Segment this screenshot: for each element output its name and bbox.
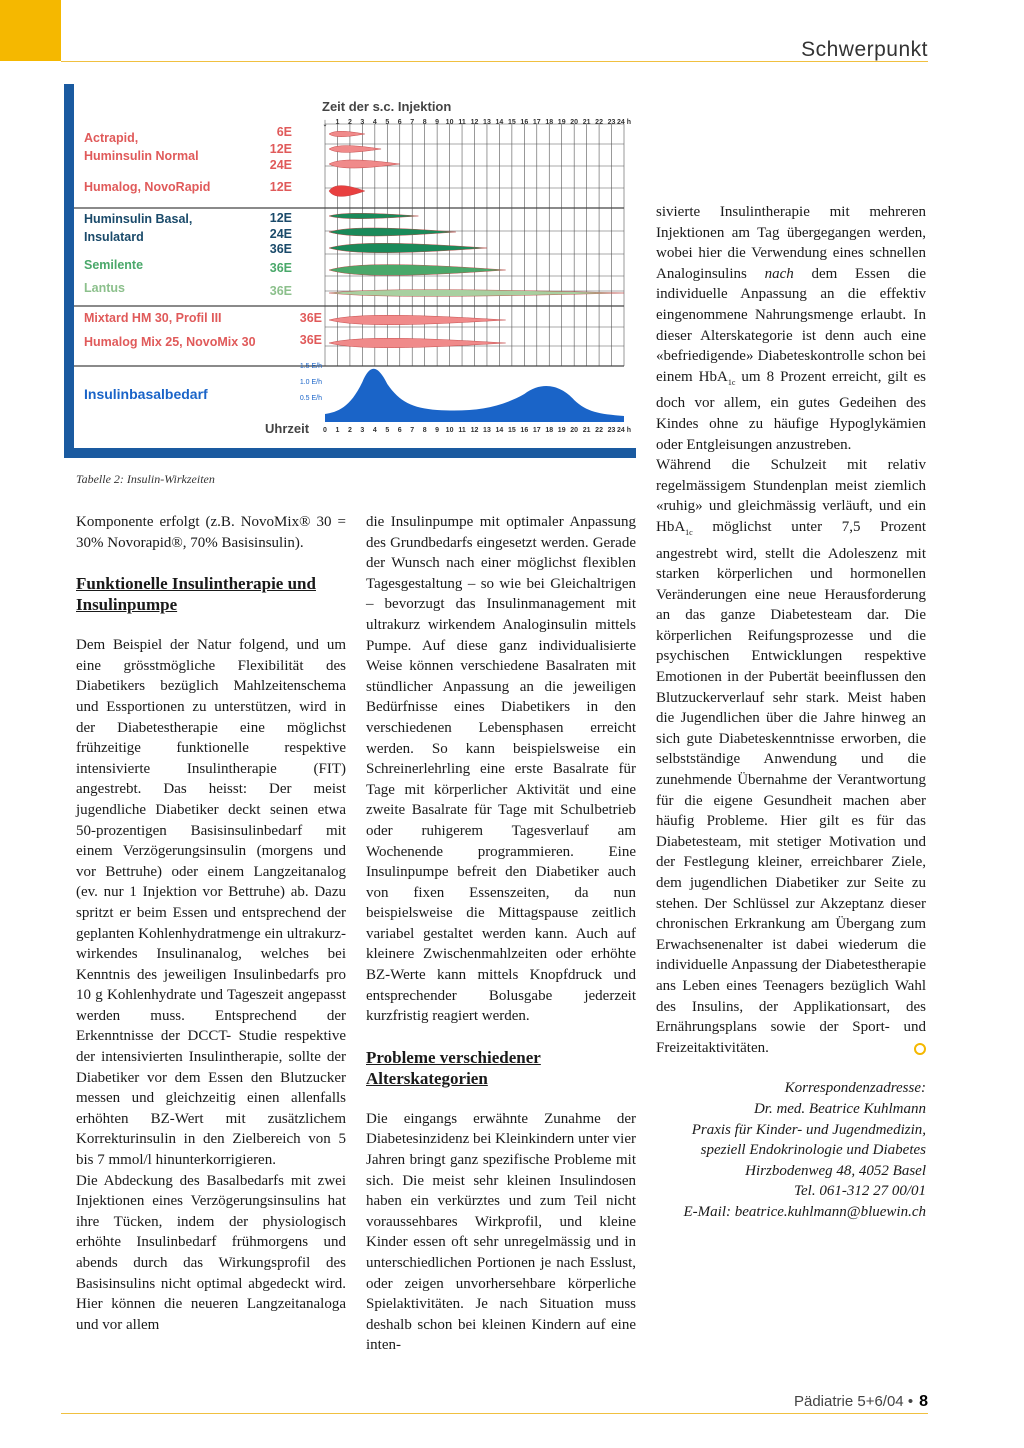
hour-tick: 2	[347, 427, 352, 434]
hour-tick: 18	[545, 427, 554, 434]
bullet: •	[907, 1393, 914, 1410]
basal-scale-label: 1.5 E/h	[299, 363, 322, 370]
figure-caption: Tabelle 2: Insulin-Wirkzeiten	[76, 472, 215, 486]
hour-tick: 1	[335, 119, 340, 126]
hour-tick: 9	[435, 427, 440, 434]
hour-tick: 22	[595, 427, 603, 434]
text-column-3	[656, 202, 926, 1223]
hour-tick: 3	[360, 427, 365, 434]
hour-tick: 17	[532, 427, 541, 434]
hour-tick: 4	[372, 119, 377, 126]
dose-label: 36E	[299, 311, 322, 325]
footer	[794, 1393, 928, 1411]
chart-top-title: Zeit der s.c. Injektion	[322, 99, 452, 114]
dose-label: 24E	[269, 158, 292, 172]
hour-tick: 13	[483, 427, 491, 434]
dose-label: 12E	[269, 142, 292, 156]
hour-tick: 9	[435, 119, 440, 126]
hour-tick: 7	[410, 427, 415, 434]
hour-tick: 22	[595, 119, 603, 126]
hour-tick: 3	[360, 119, 365, 126]
paragraph: sivierte Insulintherapie mit mehreren Injektionen am Tag übergegangen werden, wobei hier die Verwendung eines schnellen Analoginsulins nach dem Essen die individuelle Anpassung an die effektiv eingenommene Nahrungsmenge erlaubt. In dieser Alterskategorie ist denn auch eine «befriedigende» Diabeteskontrolle schon bei einem HbA$_{1c}$ um 8 Prozent erreicht, gilt es doch vor allem, ein gutes Gedeihen des Kindes ohne zu häufige Hypoglykämien oder Entgleisungen anzustreben.	[656, 204, 927, 453]
row-label: Humalog, NovoRapid	[84, 180, 211, 194]
row-label: Huminsulin Normal	[84, 149, 199, 163]
row-label: Lantus	[84, 281, 125, 295]
dose-label: 6E	[276, 125, 292, 139]
hour-tick: 16	[520, 119, 529, 126]
hour-tick: 12	[470, 427, 479, 434]
row-label: Semilente	[84, 258, 144, 272]
paragraph: Dem Beispiel der Natur folgend, und um eine grösstmögliche Flexibilität des Diabetikers bezüglich Mahlzeitenschema und Essportionen zu unterstützen, wird in der Diabetestherapie eine möglichst frühzeitige funktionelle respektive intensivierte Insulintherapie (FIT) angestrebt. Das heisst: Der meist jugendliche Diabetiker deckt seinen etwa 50-prozentigen Basisinsulinbedarf mit einem Verzögerungsinsulin (morgens und vor Bettruhe) oder einem Langzeitanalog (ev. nur 1 Injektion vor Bettruhe) ab. Dazu spritzt er beim Essen und entsprechend der geplanten Kohlenhydratmenge ein ultrakurz-wirkendes Insulinanalog, welches bei Kenntnis des jeweiligen Insulinbedarfs pro 10 g Kohlenhydrate und Tageszeit angepasst werden muss. Entsprechend der Erkenntnisse der DCCT- Studie respektive der intensivierten Insulintherapie, sollte der Diabetiker vor dem Essen den Blutzucker messen und gleichzeitig einen allenfalls erhöhten BZ-Wert mit zusätzlichem Korrekturinsulin in den Zielbereich von 5 bis 7 mmol/l hinunterkorrigieren.	[76, 637, 346, 1169]
hour-tick: 19	[557, 119, 566, 126]
hour-tick: 14	[495, 119, 504, 126]
hour-tick: 8	[422, 119, 427, 126]
journal-issue: Pädiatrie 5+6/04	[793, 1393, 904, 1410]
hour-tick: 19	[557, 427, 566, 434]
hour-tick: 21	[582, 427, 591, 434]
hour-tick: 1	[335, 427, 340, 434]
hour-tick: 20	[570, 427, 579, 434]
paragraph: Komponente erfolgt (z.B. NovoMix® 30 = 30% Novorapid®, 70% Basisinsulin).	[76, 514, 346, 551]
hour-tick: 23	[607, 119, 616, 126]
row-label: Humalog Mix 25, NovoMix 30	[84, 335, 256, 349]
paragraph: Die Abdeckung des Basalbedarfs mit zwei Injektionen eines Verzögerungsinsulins hat ihre Tücken, indem der physiologisch erhöhte Insulinbedarf frühmorgens und abends durch das Wirkungsprofil des Basisinsulins nicht optimal abgedeckt wird. Hier können die neueren Langzeitanaloga und vor allem	[76, 1172, 346, 1333]
hour-tick: 2	[347, 119, 352, 126]
end-mark-icon	[914, 1043, 926, 1055]
row-label: Mixtard HM 30, Profil III	[84, 311, 222, 325]
basal-scale-label: 1.0 E/h	[299, 379, 322, 386]
header-rule	[61, 61, 928, 62]
basal-scale-label: 0.5 E/h	[299, 395, 322, 402]
dose-label: 36E	[269, 261, 292, 275]
section-title: Schwerpunkt	[801, 38, 928, 61]
hour-tick: 17	[532, 119, 541, 126]
corner-accent	[0, 0, 61, 61]
hour-tick: 15	[507, 119, 516, 126]
hour-tick: 10	[445, 119, 454, 126]
arrow-icon: ↓	[322, 117, 328, 129]
hour-tick: 21	[582, 119, 591, 126]
hour-tick: 6	[397, 119, 402, 126]
hour-tick: 5	[385, 427, 390, 434]
insulin-chart	[64, 84, 636, 458]
dose-label: 36E	[299, 333, 322, 347]
hour-tick: 16	[520, 427, 529, 434]
text-column-2	[366, 512, 636, 1356]
section-heading: Funktionelle Insulintherapie und Insulinpumpe	[76, 574, 316, 615]
row-label: Huminsulin Basal,	[84, 212, 193, 226]
hour-tick: 14	[495, 427, 504, 434]
chart-bottom-label: Uhrzeit	[265, 421, 310, 436]
correspondence-address: Korrespondenzadresse: Dr. med. Beatrice Kuhlmann Praxis für Kinder- und Jugendmedizin, speziell Endokrinologie und Diabetes Hirzbodenweg 48, 4052 Basel Tel. 061-312 27 00/01 E-Mail: beatrice.kuhlmann@bluewin.ch	[683, 1080, 926, 1220]
hour-tick: 24 h	[616, 427, 632, 434]
hour-tick: 7	[410, 119, 415, 126]
hour-tick: 12	[470, 119, 479, 126]
hour-tick: 10	[445, 427, 454, 434]
hour-tick: 23	[607, 427, 616, 434]
row-label: Insulatard	[84, 230, 144, 244]
hour-tick: 13	[483, 119, 491, 126]
hour-tick: 20	[570, 119, 579, 126]
hour-tick: 5	[385, 119, 390, 126]
dose-label: 24E	[269, 227, 292, 241]
basal-scale	[300, 363, 322, 402]
paragraph: die Insulinpumpe mit optimaler Anpassung des Grundbedarfs eingesetzt werden. Gerade der Wunsch nach einer möglichst flexiblen Tagesgestaltung – so wie bei Gleichaltrigen – bevorzugt das Insulinmanagement mit ultrakurz wirkendem Analoginsulin mittels Pumpe. Auf diese ganz individualisierte Weise können verschiedene Basalraten mit stündlicher Anpassung an die jeweiligen Bedürfnisse eines Diabetikers in den verschiedenen Lebensphasen erreicht werden. So kann beispielsweise ein Schreinerlehrling eine erste Basalrate für Tage mit körperlicher Aktivität und eine zweite Basalrate für Tage mit Schulbetrieb oder ruhigerem Tagesverlauf am Wochenende programmieren. Eine Insulinpumpe befreit den Diabetiker auch von fixen Essenszeiten, da nun beispielsweise die Mittagspause zeitlich variabel gestaltet werden kann. Auch auf kleinere Zwischenmahlzeiten oder erhöhte BZ-Werte kann mittels Knopfdruck und entsprechender Bolusgabe jederzeit kurzfristig reagiert werden.	[366, 514, 636, 1025]
hour-tick: 4	[372, 427, 377, 434]
hour-tick: 0	[323, 427, 327, 434]
page-number: 8	[919, 1393, 928, 1410]
hour-tick: 15	[507, 427, 516, 434]
hour-tick: 6	[397, 427, 402, 434]
section-heading: Probleme verschiedener Alterskategorien	[366, 1047, 541, 1088]
hour-tick: 11	[458, 119, 466, 126]
footer-rule	[61, 1413, 928, 1414]
dose-label: 12E	[269, 211, 292, 225]
hour-tick: 11	[458, 427, 466, 434]
dose-label: 36E	[269, 284, 292, 298]
row-label: Actrapid,	[84, 131, 139, 145]
text-column-1	[76, 512, 346, 1335]
paragraph: Die eingangs erwähnte Zunahme der Diabetesinzidenz bei Kleinkindern unter vier Jahren bringt ganz spezifische Probleme mit sich. Die meist sehr kleinen Insulindosen haben ein verkürztes und zum Teil nicht voraussehbares Wirkprofil, und kleine Kinder essen oft sehr unregelmässig und in unterschiedlichen Portionen je nach Esslust, oder zeigen unvorhersehbare körperliche Spielaktivitäten. Je nach Situation muss deshalb schon bei kleinen Kindern auf eine inten-	[366, 1110, 636, 1354]
hour-tick: 18	[545, 119, 554, 126]
dose-label: 36E	[269, 242, 292, 256]
paragraph: Während die Schulzeit mit relativ regelmässigem Stundenplan meist ziemlich «ruhig» und gleichmässig verläuft, und ein HbA$_{1c}$ möglichst unter 7,5 Prozent angestrebt wird, stellt die Adoleszenz mit starken körperlichen und hormonellen Veränderungen eine neue Herausforderung an das ganze Diabetesteam dar. Die körperlichen Reifungsprozesse und die psychischen Entwicklungen respektive Emotionen in der Pubertät beeinflussen den Blutzuckerverlauf sehr stark. Meist haben die Jugendlichen über die Jahre hinweg an sich gute Diabeteskenntnisse erworben, die selbstständige Anwendung und die zunehmende Übernahme der Verantwortung für die eigene Gesundheit machen aber häufig Probleme. Hier gilt es für das Diabetesteam, mit stetiger Motivation und der Festlegung kleiner, erreichbarer Ziele, dem jugendlichen Diabetiker zur Seite zu stehen. Der Schlüssel zur Akzeptanz dieser chronischen Erkrankung am Übergang zum Erwachsenenalter ist dabei wiederum die individuelle Anpassung der Diabetestherapie ans Leben eines Teenagers bezüglich Wahl des Insulins, der Applikationsart, des Ernährungsplans sowie der Sport- und Freizeitaktivitäten.	[656, 457, 927, 1056]
hour-tick: 8	[422, 427, 427, 434]
hour-tick: 24 h	[616, 119, 632, 126]
basal-label: Insulinbasalbedarf	[84, 386, 208, 402]
dose-label: 12E	[269, 180, 292, 194]
